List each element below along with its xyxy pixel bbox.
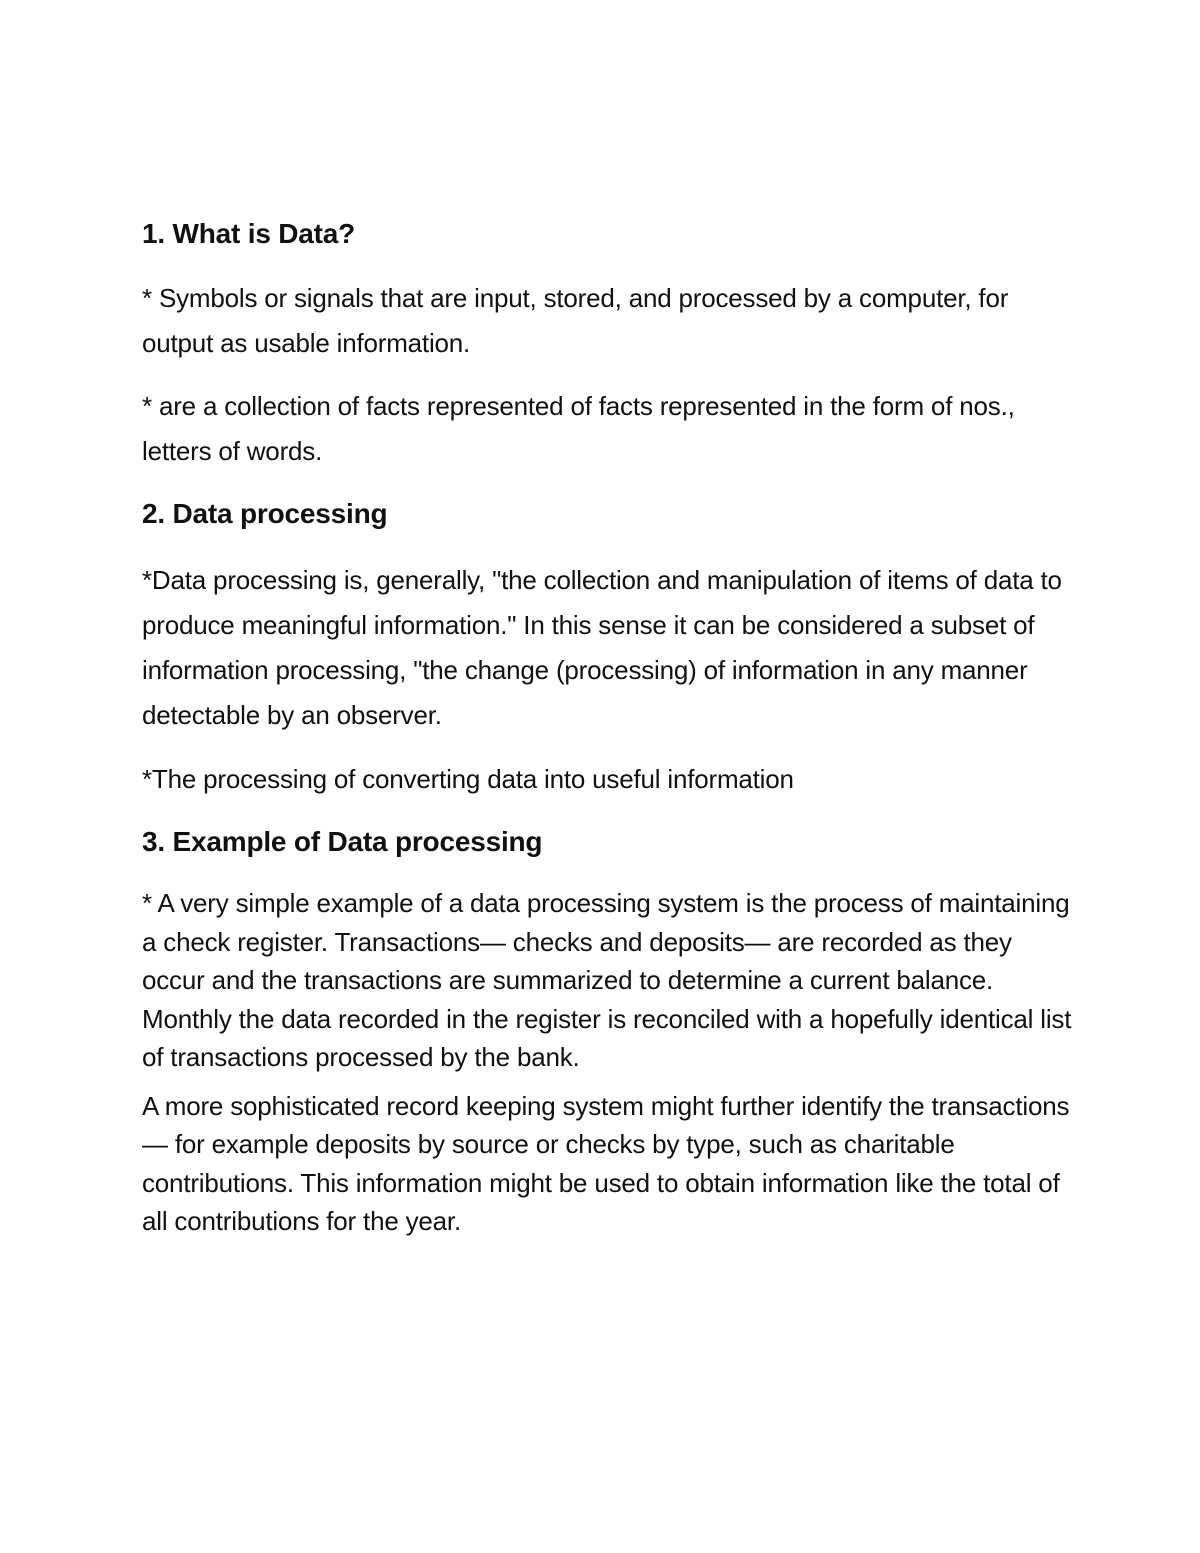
paragraph-processing-definition: *Data processing is, generally, "the collection and manipulation of items of data to produce meaningful information." In this sense it can be considered a subset of information processing, "the change (processing) of information in any manner detectable by an observer. xyxy=(142,565,1062,730)
section-heading-what-is-data: 1. What is Data? xyxy=(142,218,356,249)
paragraph-processing-summary: *The processing of converting data into useful information xyxy=(142,764,794,794)
paragraph-data-definition: * Symbols or signals that are input, stored, and processed by a computer, for output as usable information. xyxy=(142,283,1009,358)
section-heading-data-processing: 2. Data processing xyxy=(142,498,388,529)
paragraph-check-register-example: * A very simple example of a data processing system is the process of maintaining a check register. Transactions— checks and deposits— are recorded as they occur and the transactions are summarized to determine a current balance. Monthly the data recorded in the register is reconciled with a hopefully identical list of transactions processed by the bank. xyxy=(142,888,1072,1072)
paragraph-data-facts: * are a collection of facts represented of facts represented in the form of nos., letters of words. xyxy=(142,391,1015,466)
paragraph-record-keeping-example: A more sophisticated record keeping system might further identify the transactions— for example deposits by source or checks by type, such as charitable contributions. This information might be used to obtain information like the total of all contributions for the year. xyxy=(142,1090,1070,1236)
document-page xyxy=(142,214,1072,1241)
section-heading-example: 3. Example of Data processing xyxy=(142,826,543,857)
